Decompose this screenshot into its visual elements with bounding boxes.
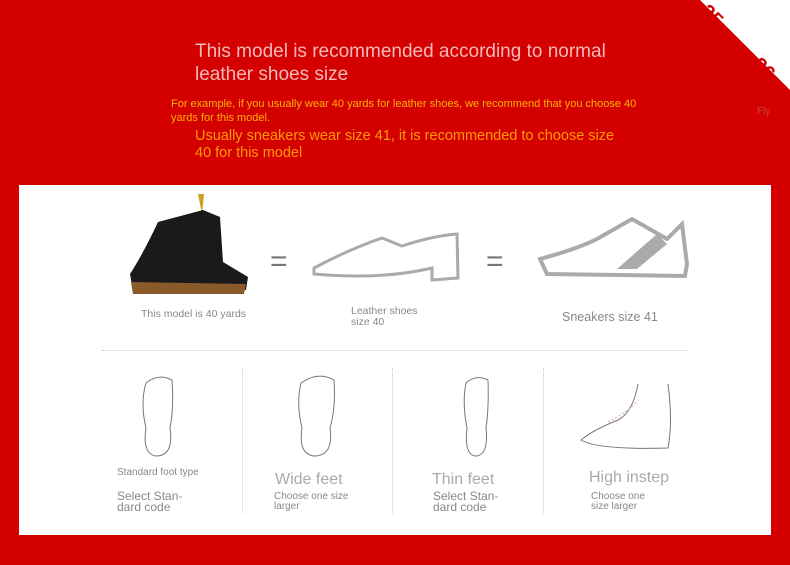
foot-advice-wide: Choose one size larger [274, 491, 349, 512]
ruler-mark-26: 26 [747, 53, 780, 85]
boot-label: This model is 40 yards [141, 308, 247, 320]
ruler-mark-25: 25 [695, 0, 728, 32]
foot-type-thin: Thin feet [432, 471, 495, 488]
divider [102, 350, 688, 351]
example-text: For example, if you usually wear 40 yards for leather shoes, we recommend that you choose 40 yards for this model. [171, 98, 637, 124]
foot-type-wide: Wide feet [275, 471, 343, 488]
divider [242, 368, 243, 514]
leather-shoe-icon [312, 228, 462, 288]
standard-foot-icon [138, 368, 178, 458]
equals-sign: = [270, 245, 288, 278]
foot-advice-thin: Select Stan- dard code [433, 489, 499, 514]
divider [392, 368, 393, 514]
foot-type-standard: Standard foot type [117, 467, 199, 478]
foot-advice-standard: Select Stan- dard code [117, 489, 183, 514]
divider [543, 368, 544, 514]
equals-sign: = [486, 245, 504, 278]
boot-image [128, 192, 250, 297]
thin-foot-icon [458, 368, 494, 458]
page-title: This model is recommended according to normal leather shoes size [195, 41, 606, 85]
sneaker-icon [537, 214, 692, 286]
ruler-brand: Fly [757, 106, 771, 117]
leather-shoe-label: Leather shoes size 40 [351, 305, 418, 328]
sneaker-label: Sneakers size 41 [562, 310, 658, 324]
foot-advice-high-instep: Choose one size larger [591, 491, 645, 512]
high-instep-icon [578, 382, 673, 452]
wide-foot-icon [296, 368, 338, 458]
foot-type-high-instep: High instep [589, 469, 670, 486]
sneakers-note: Usually sneakers wear size 41, it is recommended to choose size 40 for this model [195, 128, 615, 161]
